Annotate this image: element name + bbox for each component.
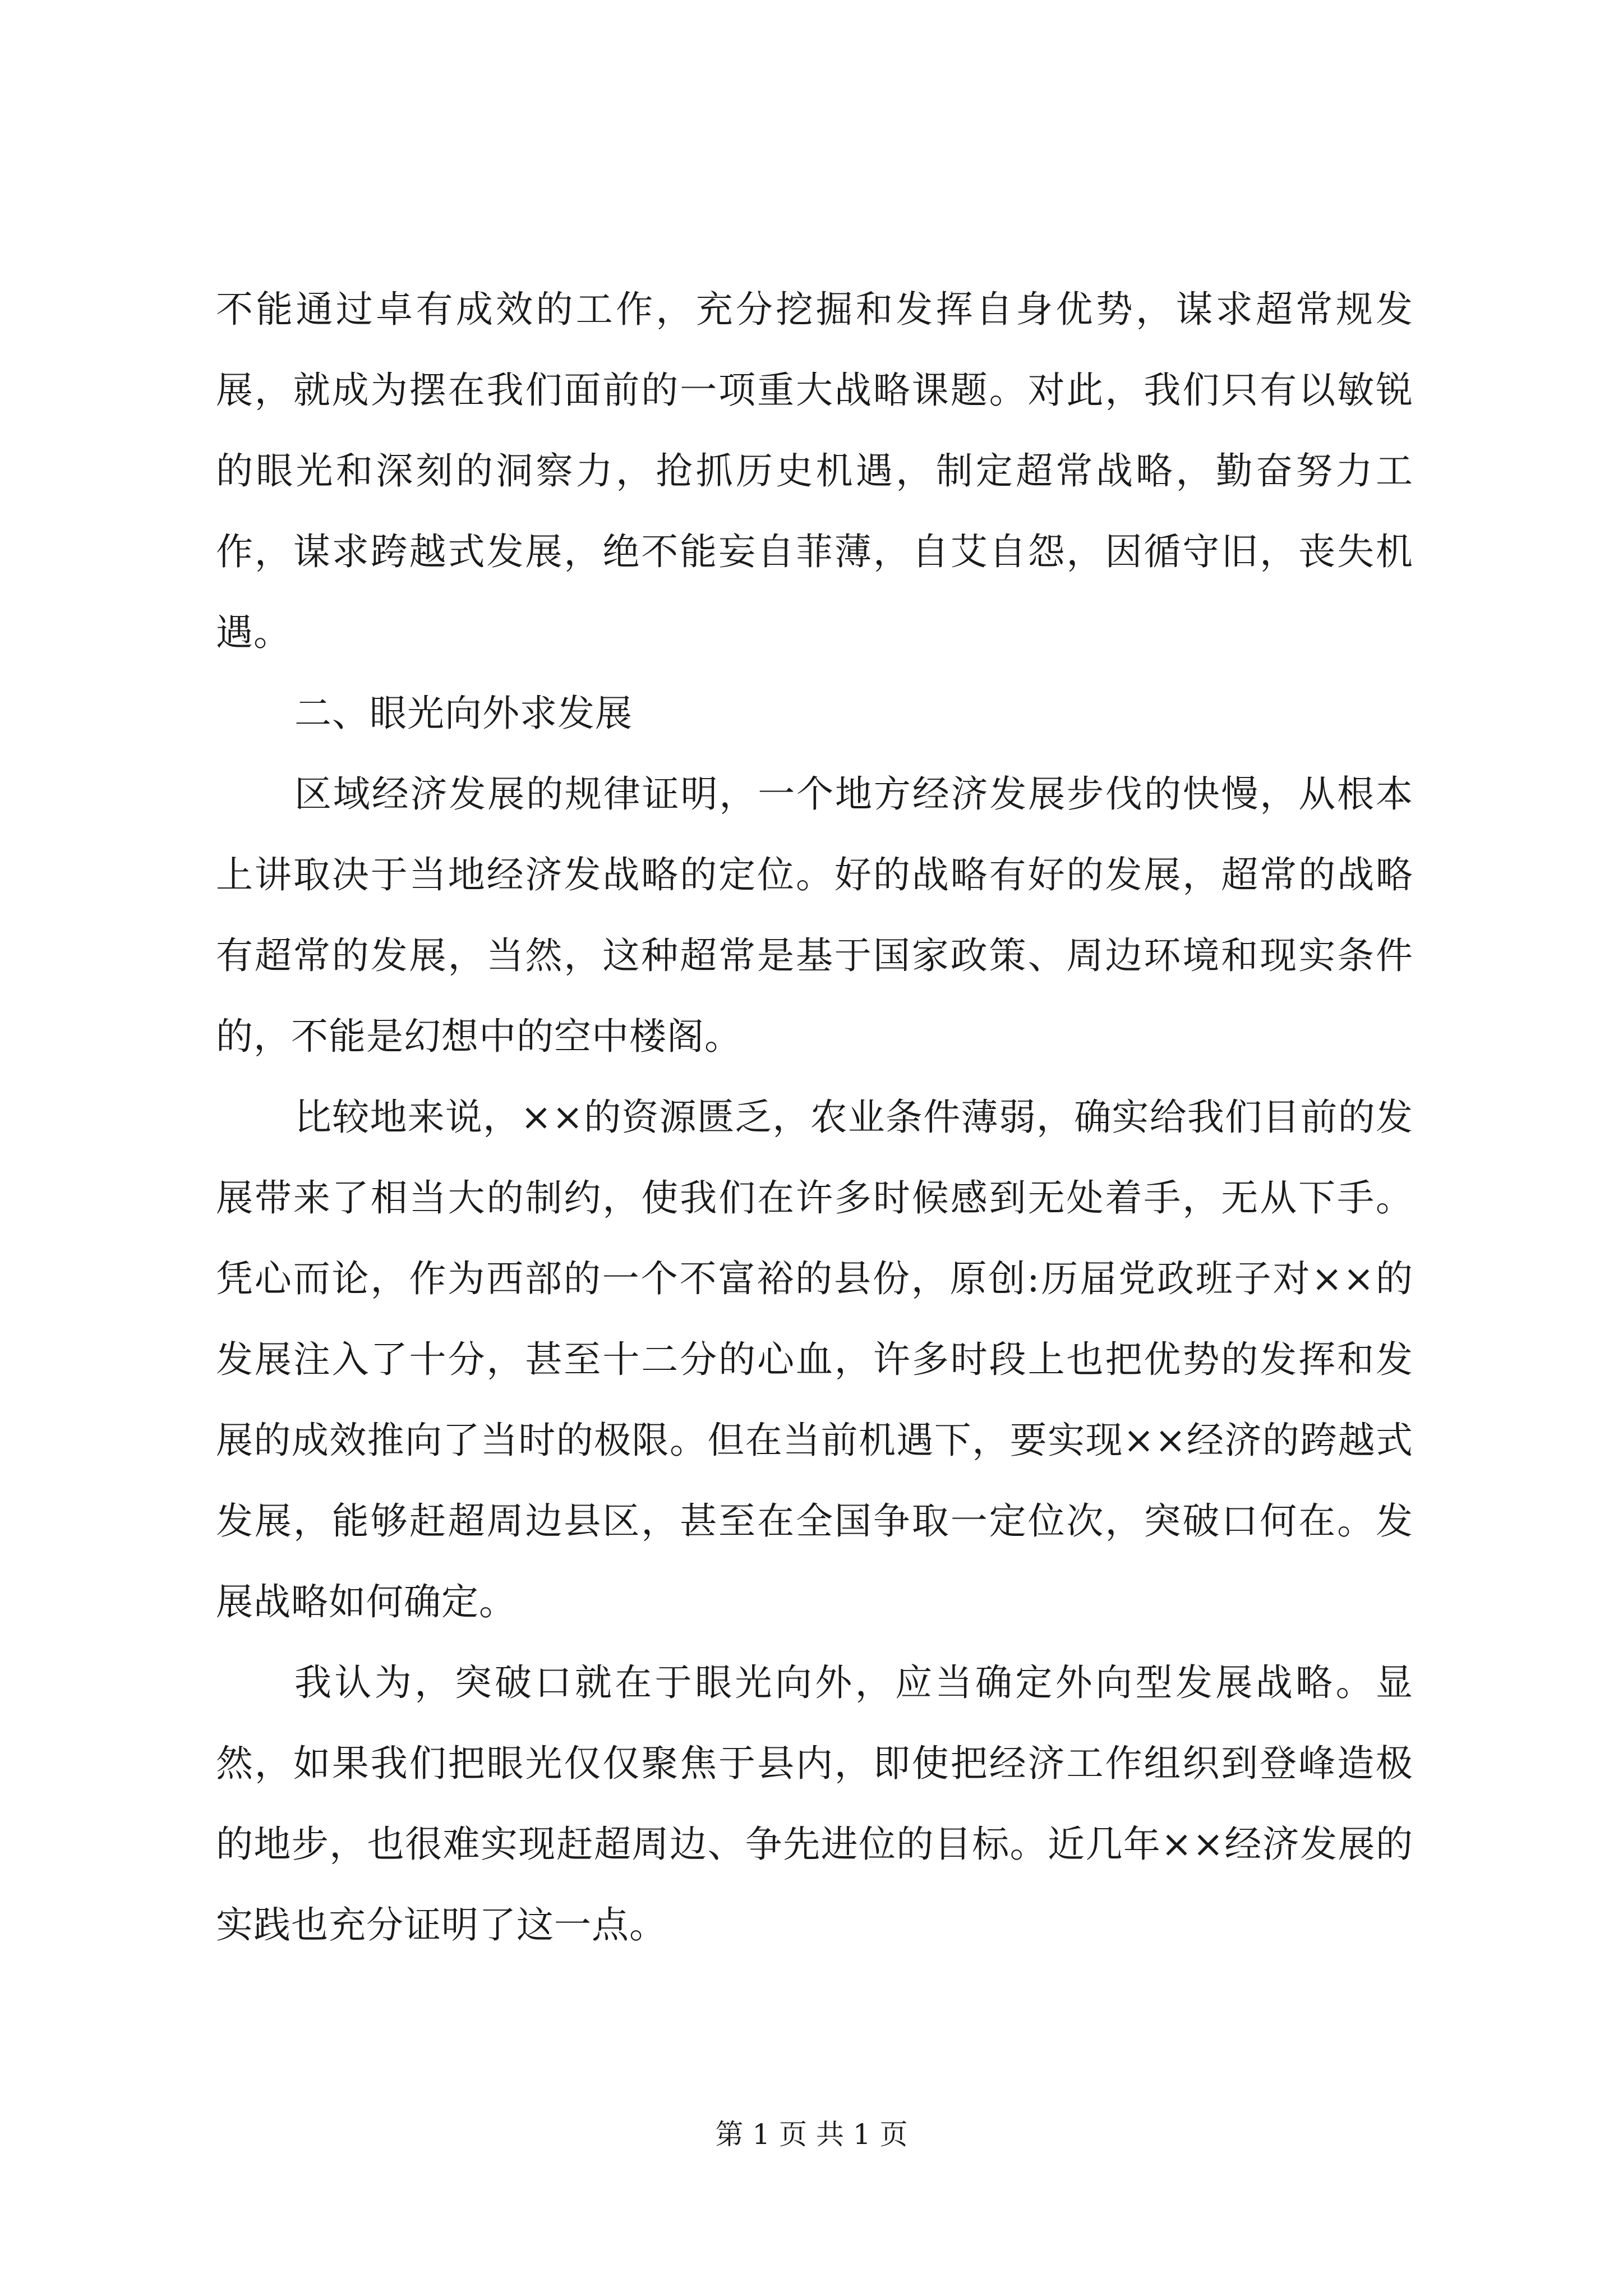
paragraph-regional-economy: 区域经济发展的规律证明，一个地方经济发展步伐的快慢，从根本上讲取决于当地经济发战略的定位。好的战略有好的发展，超常的战略有超常的发展，当然，这种超常是基于国家政策、周边环境和现实条件的，不能是幻想中的空中楼阁。 <box>216 772 1413 1058</box>
paragraph-outward-strategy: 我认为，突破口就在于眼光向外，应当确定外向型发展战略。显然，如果我们把眼光仅仅聚焦于县内，即使把经济工作组织到登峰造极的地步，也很难实现赶超周边、争先进位的目标。近几年××经济发展的实践也充分证明了这一点。 <box>216 1661 1413 1947</box>
page-footer: 第 1 页 共 1 页 <box>715 2118 908 2151</box>
paragraph-opening: 不能通过卓有成效的工作，充分挖掘和发挥自身优势，谋求超常规发展，就成为摆在我们面前的一项重大战略课题。对此，我们只有以敏锐的眼光和深刻的洞察力，抢抓历史机遇，制定超常战略，勤奋努力工作，谋求跨越式发展，绝不能妄自菲薄，自艾自怨，因循守旧，丧失机遇。 <box>216 288 1413 654</box>
paragraph-resource-constraints: 比较地来说，××的资源匮乏，农业条件薄弱，确实给我们目前的发展带来了相当大的制约，使我们在许多时候感到无处着手，无从下手。凭心而论，作为西部的一个不富裕的县份，原创:历届党政班子对××的发展注入了十分，甚至十二分的心血，许多时段上也把优势的发挥和发展的成效推向了当时的极限。但在当前机遇下，要实现××经济的跨越式发展，能够赶超周边县区，甚至在全国争取一定位次，突破口何在。发展战略如何确定。 <box>216 1096 1413 1623</box>
section-heading: 二、眼光向外求发展 <box>294 692 633 735</box>
document-body <box>216 269 1413 1966</box>
